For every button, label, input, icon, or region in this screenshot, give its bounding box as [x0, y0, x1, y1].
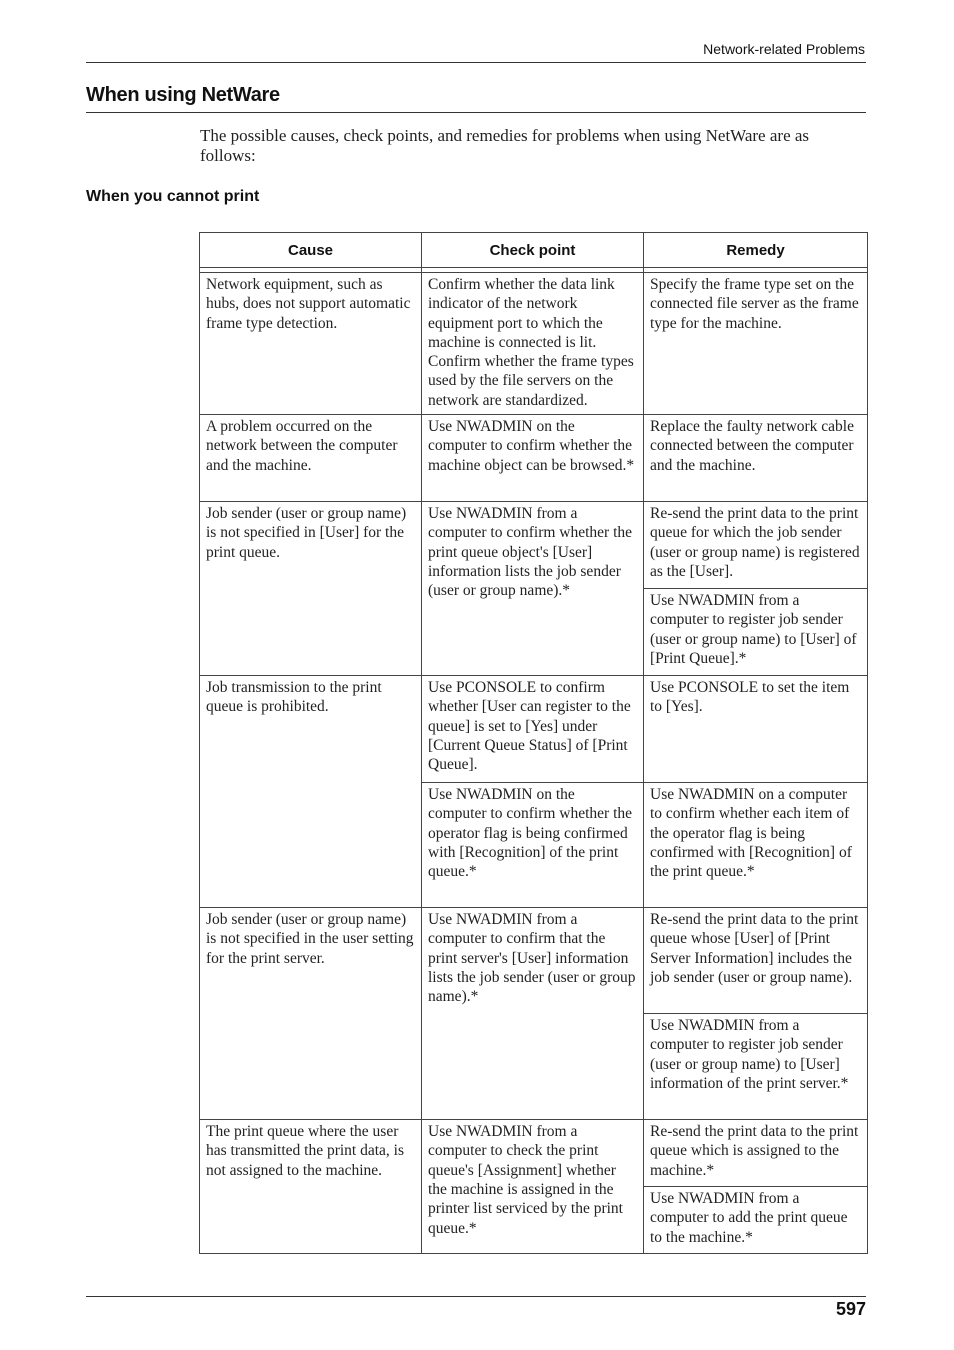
cause-cell: A problem occurred on the network between the computer and the machine.	[200, 415, 422, 502]
table-row	[200, 908, 868, 1014]
check-point-cell: Use NWADMIN from a computer to confirm that the print server's [User] information lists the job sender (user or group name).*	[422, 908, 644, 1120]
check-point-cell: Use NWADMIN from a computer to check the print queue's [Assignment] whether the machine is assigned in the printer list serviced by the print queue.*	[422, 1120, 644, 1254]
table-row	[200, 502, 868, 589]
cause-cell: Job sender (user or group name) is not specified in the user setting for the print server.	[200, 908, 422, 1120]
check-point-cell: Use PCONSOLE to confirm whether [User can register to the queue] is set to [Yes] under [Current Queue Status] of [Print Queue].	[422, 676, 644, 783]
cause-cell: The print queue where the user has transmitted the print data, is not assigned to the machine.	[200, 1120, 422, 1254]
cause-cell: Job transmission to the print queue is prohibited.	[200, 676, 422, 908]
remedy-cell: Use NWADMIN from a computer to add the print queue to the machine.*	[644, 1187, 868, 1254]
header-divider	[86, 62, 866, 63]
intro-paragraph: The possible causes, check points, and remedies for problems when using NetWare are as follows:	[200, 126, 810, 165]
check-point-cell: Confirm whether the data link indicator of the network equipment port to which the machine is connected is lit. Confirm whether the frame types used by the file servers on the network are standardized.	[422, 273, 644, 415]
remedy-cell: Re-send the print data to the print queue whose [User] of [Print Server Information] includes the job sender (user or group name).	[644, 908, 868, 1014]
remedy-cell: Use NWADMIN on a computer to confirm whether each item of the operator flag is being confirmed with [Recognition] of the print queue.*	[644, 783, 868, 908]
check-point-cell: Use NWADMIN from a computer to confirm whether the print queue object's [User] information lists the job sender (user or group name).*	[422, 502, 644, 676]
cause-cell: Job sender (user or group name) is not specified in [User] for the print queue.	[200, 502, 422, 676]
table-row	[200, 676, 868, 783]
table-row	[200, 1120, 868, 1187]
header-cause: Cause	[200, 233, 422, 268]
check-point-cell: Use NWADMIN on the computer to confirm whether the machine object can be browsed.*	[422, 415, 644, 502]
header-check-point: Check point	[422, 233, 644, 268]
remedy-cell: Specify the frame type set on the connected file server as the frame type for the machine.	[644, 273, 868, 415]
remedy-cell: Use PCONSOLE to set the item to [Yes].	[644, 676, 868, 783]
title-divider	[86, 112, 866, 113]
cause-cell: Network equipment, such as hubs, does not support automatic frame type detection.	[200, 273, 422, 415]
running-header: Network-related Problems	[703, 41, 865, 57]
subsection-title: When you cannot print	[86, 188, 260, 205]
section-title: When using NetWare	[86, 84, 280, 106]
header-remedy: Remedy	[644, 233, 868, 268]
table-header-row	[200, 233, 868, 268]
troubleshooting-table	[199, 232, 868, 1254]
remedy-cell: Use NWADMIN from a computer to register job sender (user or group name) to [User] information of the print server.*	[644, 1014, 868, 1120]
remedy-cell: Use NWADMIN from a computer to register job sender (user or group name) to [User] of [Print Queue].*	[644, 589, 868, 676]
table-row	[200, 273, 868, 415]
footer-divider	[86, 1296, 866, 1297]
page-number: 597	[835, 1299, 866, 1319]
remedy-cell: Re-send the print data to the print queue for which the job sender (user or group name) is registered as the [User].	[644, 502, 868, 589]
table-row	[200, 415, 868, 502]
remedy-cell: Re-send the print data to the print queue which is assigned to the machine.*	[644, 1120, 868, 1187]
check-point-cell: Use NWADMIN on the computer to confirm whether the operator flag is being confirmed with [Recognition] of the print queue.*	[422, 783, 644, 908]
remedy-cell: Replace the faulty network cable connected between the computer and the machine.	[644, 415, 868, 502]
